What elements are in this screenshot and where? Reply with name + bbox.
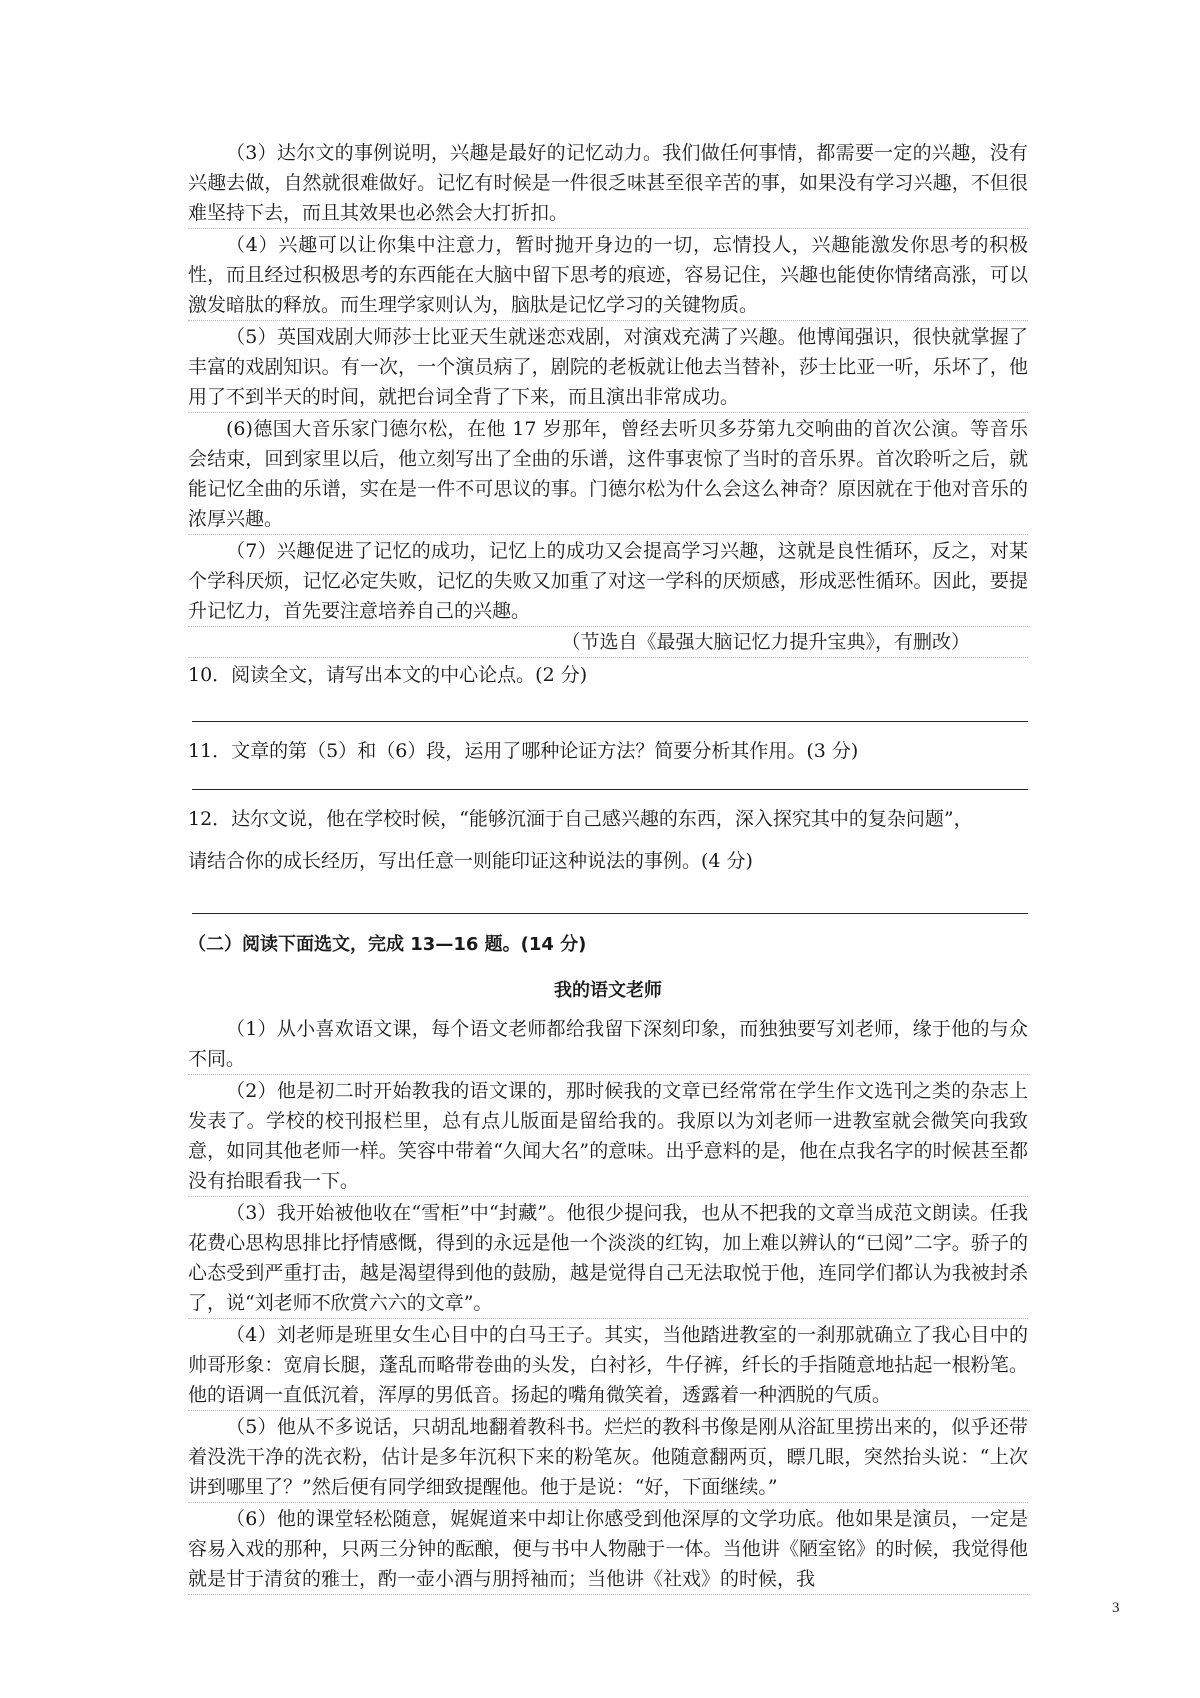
paragraph-7: （7）兴趣促进了记忆的成功，记忆上的成功又会提高学习兴趣，这就是良性循环，反之，对某个学科厌烦，记忆必定失败，记忆的失败又加重了对这一学科的厌烦感，形成恶性循环。因此，要提升记忆力，首先要注意培养自己的兴趣。 — [188, 536, 1028, 627]
paragraph-6: (6)德国大音乐家门德尔松，在他 17 岁那年，曾经去听贝多芬第九交响曲的首次公演。等音乐会结束，回到家里以后，他立刻写出了全曲的乐谱，这件事衷惊了当时的音乐界。首次聆听之后，就能记忆全曲的乐谱，实在是一件不可思议的事。门德尔松为什么会这么神奇？原因就在于他对音乐的浓厚兴趣。 — [188, 414, 1028, 535]
paragraph-3: （3）达尔文的事例说明，兴趣是最好的记忆动力。我们做任何事情，都需要一定的兴趣，没有兴趣去做，自然就很难做好。记忆有时候是一件很乏味甚至很辛苦的事，如果没有学习兴趣，不但很难坚持下去，而且其效果也必然会大打折扣。 — [188, 138, 1028, 229]
paragraph-5: （5）英国戏剧大师莎士比亚天生就迷恋戏剧，对演戏充满了兴趣。他博闻强识，很快就掌握了丰富的戏剧知识。有一次，一个演员病了，剧院的老板就让他去当替补，莎士比亚一听，乐坏了，他用了不到半天的时间，就把台词全背了下来，而且演出非常成功。 — [188, 322, 1028, 413]
page-number: 3 — [1112, 1600, 1120, 1616]
question-12-line-2: 请结合你的成长经历，写出任意一则能印证这种说法的事例。(4 分) — [188, 850, 753, 872]
article-paragraph-2: （2）他是初二时开始教我的语文课的，那时候我的文章已经常常在学生作文选刊之类的杂志上发表了。学校的校刊报栏里，总有点儿版面是留给我的。我原以为刘老师一进教室就会微笑向我致意，如同其他老师一样。笑容中带着“久闻大名”的意味。出乎意料的是，他在点我名字的时候甚至都没有抬眼看我一下。 — [188, 1076, 1028, 1197]
article-paragraph-4: （4）刘老师是班里女生心目中的白马王子。其实，当他踏进教室的一刹那就确立了我心目中的帅哥形象：宽肩长腿，蓬乱而略带卷曲的头发，白衬衫，牛仔裤，纤长的手指随意地拈起一根粉笔。他的语调一直低沉着，浑厚的男低音。扬起的嘴角微笑着，透露着一种洒脱的气质。 — [188, 1320, 1028, 1411]
article-title: 我的语文老师 — [554, 980, 662, 1001]
document-page — [188, 138, 1028, 1595]
article-paragraph-1: （1）从小喜欢语文课，每个语文老师都给我留下深刻印象，而独独要写刘老师，缘于他的与众不同。 — [188, 1014, 1028, 1075]
question-12-line-1: 12．达尔文说，他在学校时候，“能够沉湎于自己感兴趣的东西，深入探究其中的复杂问题”， — [188, 808, 973, 830]
question-11: 11．文章的第（5）和（6）段，运用了哪种论证方法？简要分析其作用。(3 分) — [188, 740, 859, 762]
answer-line-11[interactable] — [192, 788, 1028, 790]
question-10: 10．阅读全文，请写出本文的中心论点。(2 分) — [188, 664, 588, 686]
article-paragraph-6: （6）他的课堂轻松随意，娓娓道来中却让你感受到他深厚的文学功底。他如果是演员，一定是容易入戏的那种，只两三分钟的酝酿，便与书中人物融于一体。当他讲《陋室铭》的时候，我觉得他就是甘于清贫的雅士，酌一壶小酒与朋捋袖而；当他讲《社戏》的时候，我 — [188, 1504, 1028, 1595]
answer-line-12[interactable] — [192, 912, 1028, 914]
paragraph-4: （4）兴趣可以让你集中注意力，暂时抛开身边的一切，忘情投人，兴趣能激发你思考的积极性，而且经过积极思考的东西能在大脑中留下思考的痕迹，容易记住，兴趣也能使你情绪高涨，可以激发暗肽的释放。而生理学家则认为，脑肽是记忆学习的关键物质。 — [188, 230, 1028, 321]
answer-line-10[interactable] — [192, 720, 1028, 722]
section-heading: （二）阅读下面选文，完成 13—16 题。(14 分) — [188, 934, 587, 955]
article-paragraph-5: （5）他从不多说话，只胡乱地翻着教科书。烂烂的教科书像是刚从浴缸里捞出来的，似乎还带着没洗干净的洗衣粉，估计是多年沉积下来的粉笔灰。他随意翻两页，瞟几眼，突然抬头说：“上次讲到哪里了？”然后便有同学细致提醒他。他于是说：“好，下面继续。” — [188, 1412, 1028, 1503]
article-paragraph-3: （3）我开始被他收在“雪柜”中“封藏”。他很少提问我，也从不把我的文章当成范文朗读。任我花费心思构思排比抒情感慨，得到的永远是他一个淡淡的红钩，加上难以辨认的“已阅”二字。骄子的心态受到严重打击，越是渴望得到他的鼓励，越是觉得自己无法取悦于他，连同学们都认为我被封杀了，说“刘老师不欣赏六六的文章”。 — [188, 1198, 1028, 1319]
source-citation: （节选自《最强大脑记忆力提升宝典》，有删改） — [188, 627, 1028, 658]
